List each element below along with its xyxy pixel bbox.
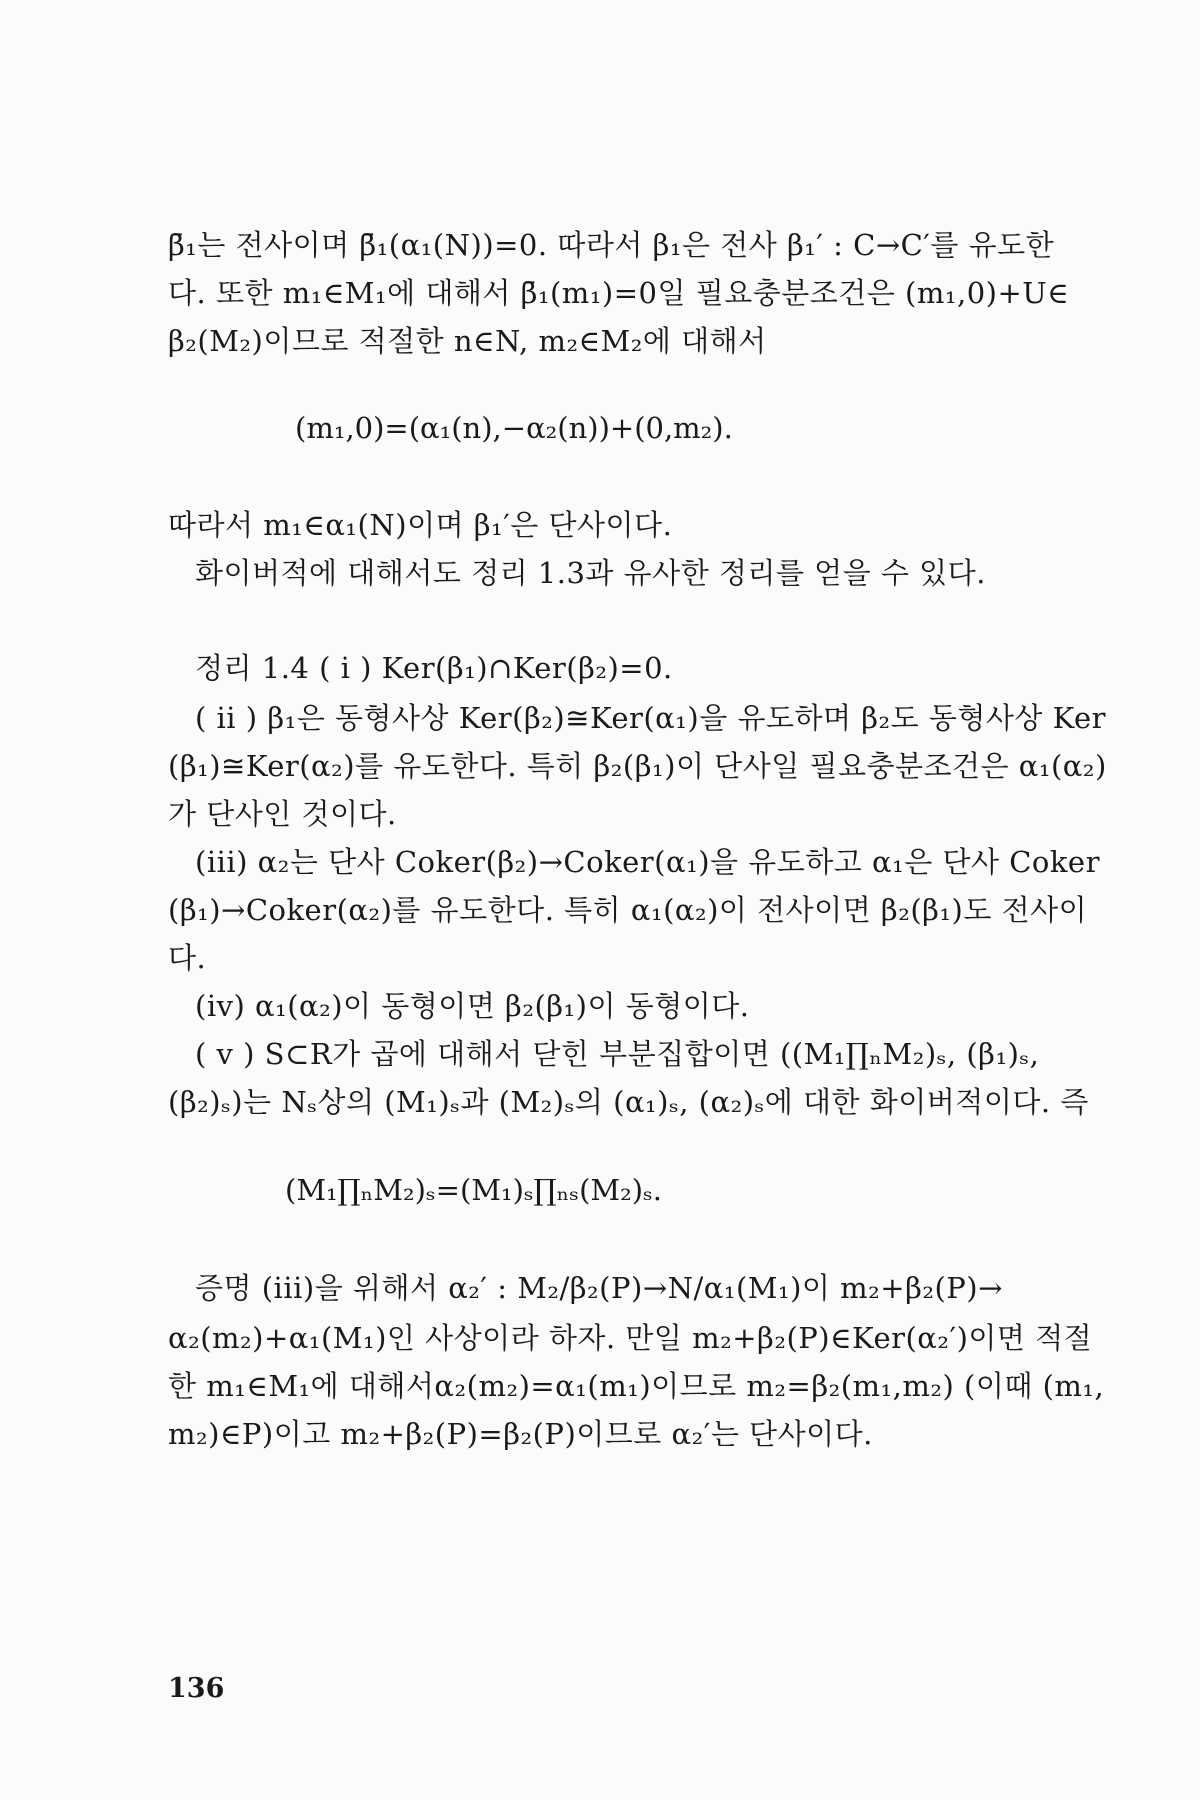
text-line: 화이버적에 대해서도 정리 1.3과 유사한 정리를 얻을 수 있다. <box>195 556 986 590</box>
text-line: 따라서 m₁∈α₁(N)이며 β₁′은 단사이다. <box>168 508 673 542</box>
equation: (M₁∏ₙM₂)ₛ=(M₁)ₛ∏ₙₛ(M₂)ₛ. <box>285 1173 663 1207</box>
text-line: 다. <box>168 941 207 975</box>
text-line: m₂)∈P)이고 m₂+β₂(P)=β₂(P)이므로 α₂′는 단사이다. <box>168 1417 873 1451</box>
proof-heading: 증명 (iii)을 위해서 α₂′ : M₂/β₂(P)→N/α₁(M₁)이 m₂+β₂(P)→ <box>195 1271 1003 1305</box>
text-line: (iii) α₂는 단사 Coker(β₂)→Coker(α₁)을 유도하고 α₁은 단사 Coker <box>195 845 1100 879</box>
text-line: 한 m₁∈M₁에 대해서α₂(m₂)=α₁(m₁)이므로 m₂=β₂(m₁,m₂) (이때 (m₁, <box>168 1369 1105 1403</box>
text-line: β̄₁는 전사이며 β̄₁(α₁(N))=0. 따라서 β₁은 전사 β₁′ : C→C′를 유도한 <box>168 228 1055 262</box>
text-line: (β₂)ₛ)는 Nₛ상의 (M₁)ₛ과 (M₂)ₛ의 (α₁)ₛ, (α₂)ₛ에 대한 화이버적이다. 즉 <box>168 1085 1089 1119</box>
text-line: 다. 또한 m₁∈M₁에 대해서 β̄₁(m₁)=0일 필요충분조건은 (m₁,0)+U∈ <box>168 276 1070 310</box>
text-line: ( ii ) β₁은 동형사상 Ker(β₂)≅Ker(α₁)을 유도하며 β₂도 동형사상 Ker <box>195 701 1107 735</box>
theorem-heading: 정리 1.4 ( i ) Ker(β₁)∩Ker(β₂)=0. <box>195 651 673 685</box>
text-line: α₂(m₂)+α₁(M₁)인 사상이라 하자. 만일 m₂+β₂(P)∈Ker(α₂′)이면 적절 <box>168 1321 1093 1355</box>
text-line: (iv) α₁(α₂)이 동형이면 β₂(β₁)이 동형이다. <box>195 989 750 1023</box>
text-line: ( v ) S⊂R가 곱에 대해서 닫힌 부분집합이면 ((M₁∏ₙM₂)ₛ, (β₁)ₛ, <box>195 1037 1040 1071</box>
text-line: (β₁)≅Ker(α₂)를 유도한다. 특히 β₂(β₁)이 단사일 필요충분조건은 α₁(α₂) <box>168 749 1107 783</box>
text-line: (β₁)→Coker(α₂)를 유도한다. 특히 α₁(α₂)이 전사이면 β₂(β₁)도 전사이 <box>168 893 1088 927</box>
text-line: 가 단사인 것이다. <box>168 797 397 831</box>
equation: (m₁,0)=(α₁(n),−α₂(n))+(0,m₂). <box>295 411 733 445</box>
text-line: β₂(M₂)이므로 적절한 n∈N, m₂∈M₂에 대해서 <box>168 324 767 358</box>
page-number: 136 <box>168 1673 225 1704</box>
